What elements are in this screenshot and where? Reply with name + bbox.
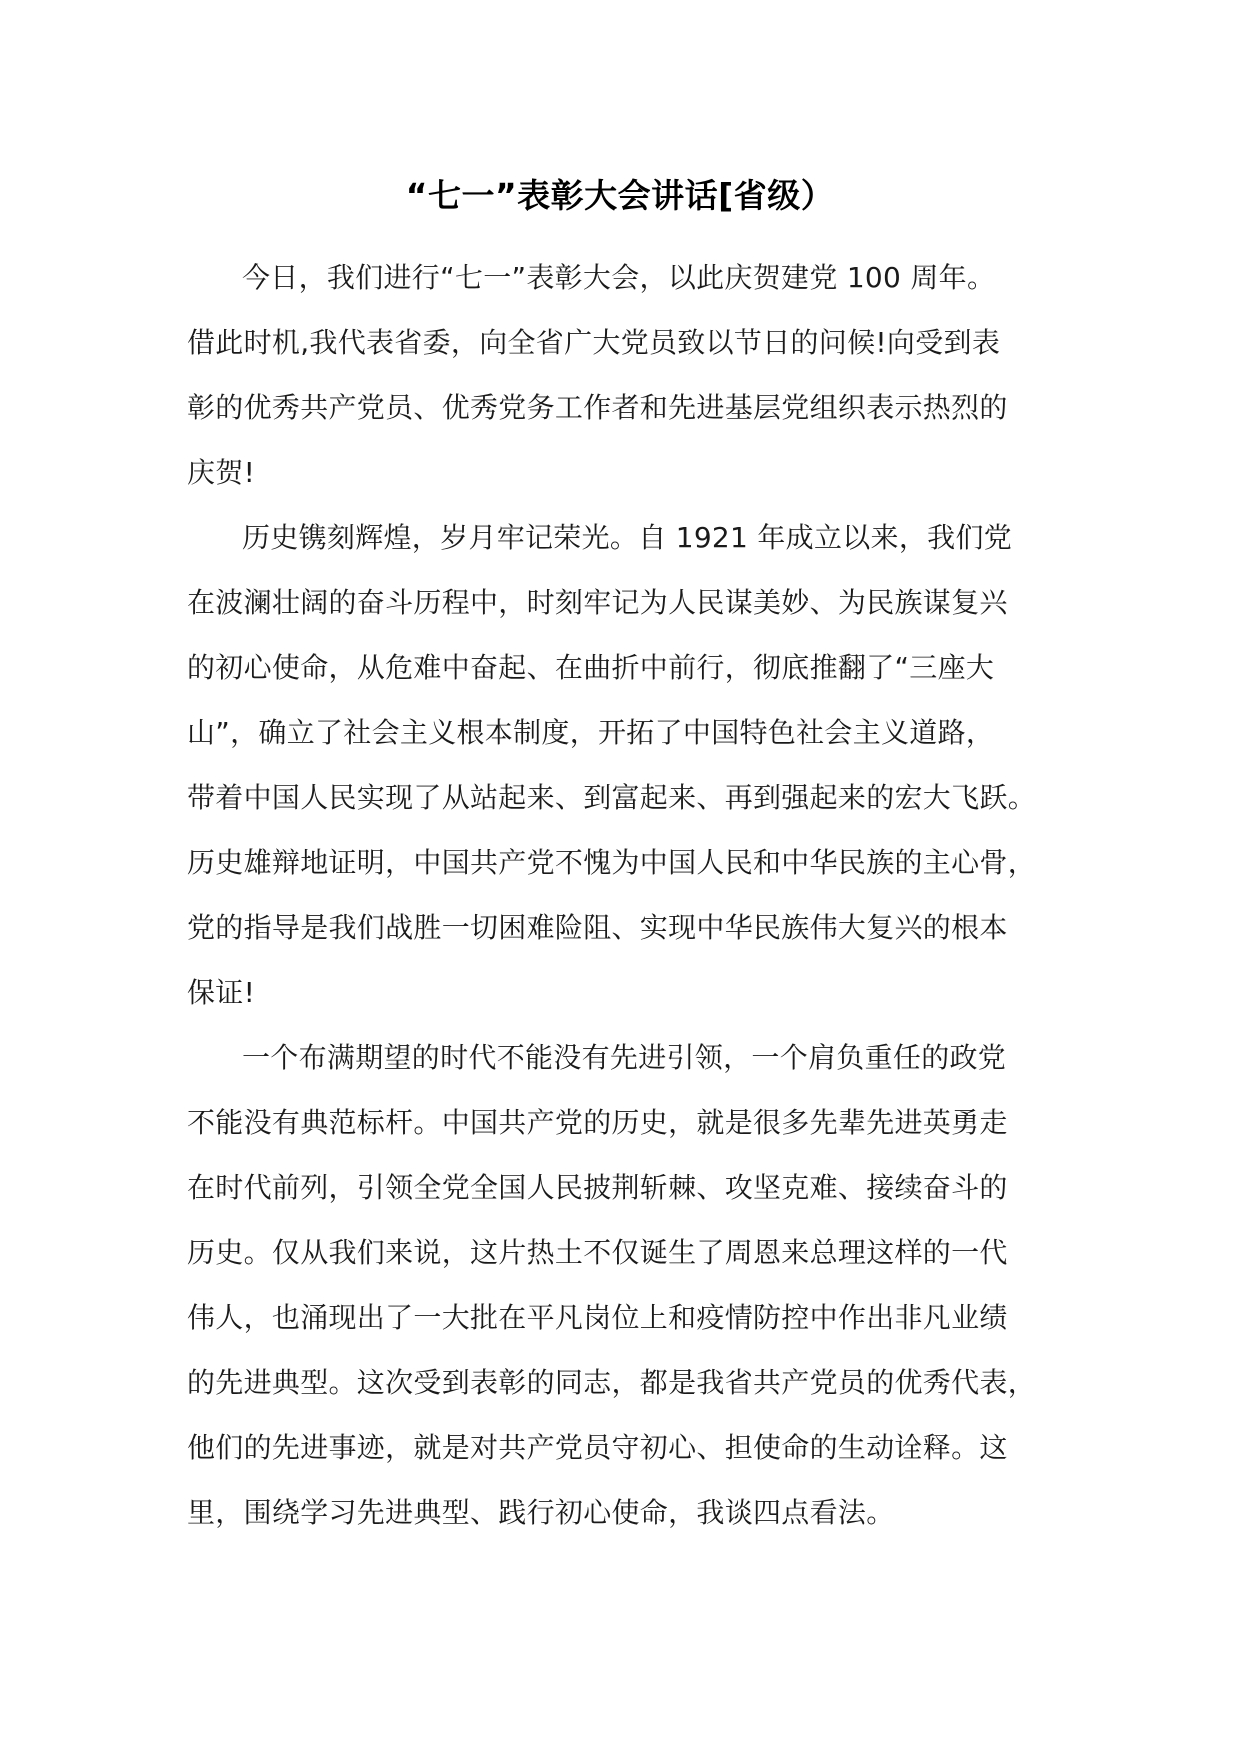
paragraph-line: 历史雄辩地证明，中国共产党不愧为中国人民和中华民族的主心骨， [187, 846, 1037, 879]
paragraph-line: 党的指导是我们战胜一切困难险阻、实现中华民族伟大复兴的根本 [187, 911, 1008, 944]
paragraph-line: 带着中国人民实现了从站起来、到富起来、再到强起来的宏大飞跃。 [187, 781, 1037, 814]
paragraph-line: 伟人，也涌现出了一大批在平凡岗位上和疫情防控中作出非凡业绩 [187, 1301, 1008, 1334]
paragraph-line: 庆贺! [187, 456, 256, 489]
paragraph-line: 在波澜壮阔的奋斗历程中，时刻牢记为人民谋美妙、为民族谋复兴 [187, 586, 1008, 619]
paragraph-line: 在时代前列，引领全党全国人民披荆斩棘、攻坚克难、接续奋斗的 [187, 1171, 1008, 1204]
paragraph-3 [187, 1025, 1053, 1545]
paragraph-line: 的先进典型。这次受到表彰的同志，都是我省共产党员的优秀代表， [187, 1366, 1037, 1399]
document-body [187, 245, 1053, 1545]
paragraph-line: 他们的先进事迹，就是对共产党员守初心、担使命的生动诠释。这 [187, 1431, 1008, 1464]
paragraph-line: 保证! [187, 976, 256, 1009]
paragraph-line: 不能没有典范标杆。中国共产党的历史，就是很多先辈先进英勇走 [187, 1106, 1008, 1139]
paragraph-line: 山”，确立了社会主义根本制度，开拓了中国特色社会主义道路， [187, 716, 995, 749]
paragraph-line: 彰的优秀共产党员、优秀党务工作者和先进基层党组织表示热烈的 [187, 391, 1008, 424]
paragraph-2 [187, 505, 1053, 1025]
document-title: “七一”表彰大会讲话[省级） [405, 176, 835, 215]
paragraph-1 [187, 245, 1053, 505]
paragraph-line: 历史镌刻辉煌，岁月牢记荣光。自 1921 年成立以来，我们党 [242, 521, 1013, 554]
paragraph-line: 一个布满期望的时代不能没有先进引领，一个肩负重任的政党 [242, 1041, 1007, 1074]
paragraph-line: 借此时机,我代表省委，向全省广大党员致以节日的问候!向受到表 [187, 326, 1001, 359]
paragraph-line: 里，围绕学习先进典型、践行初心使命，我谈四点看法。 [187, 1496, 895, 1529]
paragraph-line: 历史。仅从我们来说，这片热土不仅诞生了周恩来总理这样的一代 [187, 1236, 1008, 1269]
paragraph-line: 的初心使命，从危难中奋起、在曲折中前行，彻底推翻了“三座大 [187, 651, 995, 684]
paragraph-line: 今日，我们进行“七一”表彰大会，以此庆贺建党 100 周年。 [242, 261, 996, 294]
